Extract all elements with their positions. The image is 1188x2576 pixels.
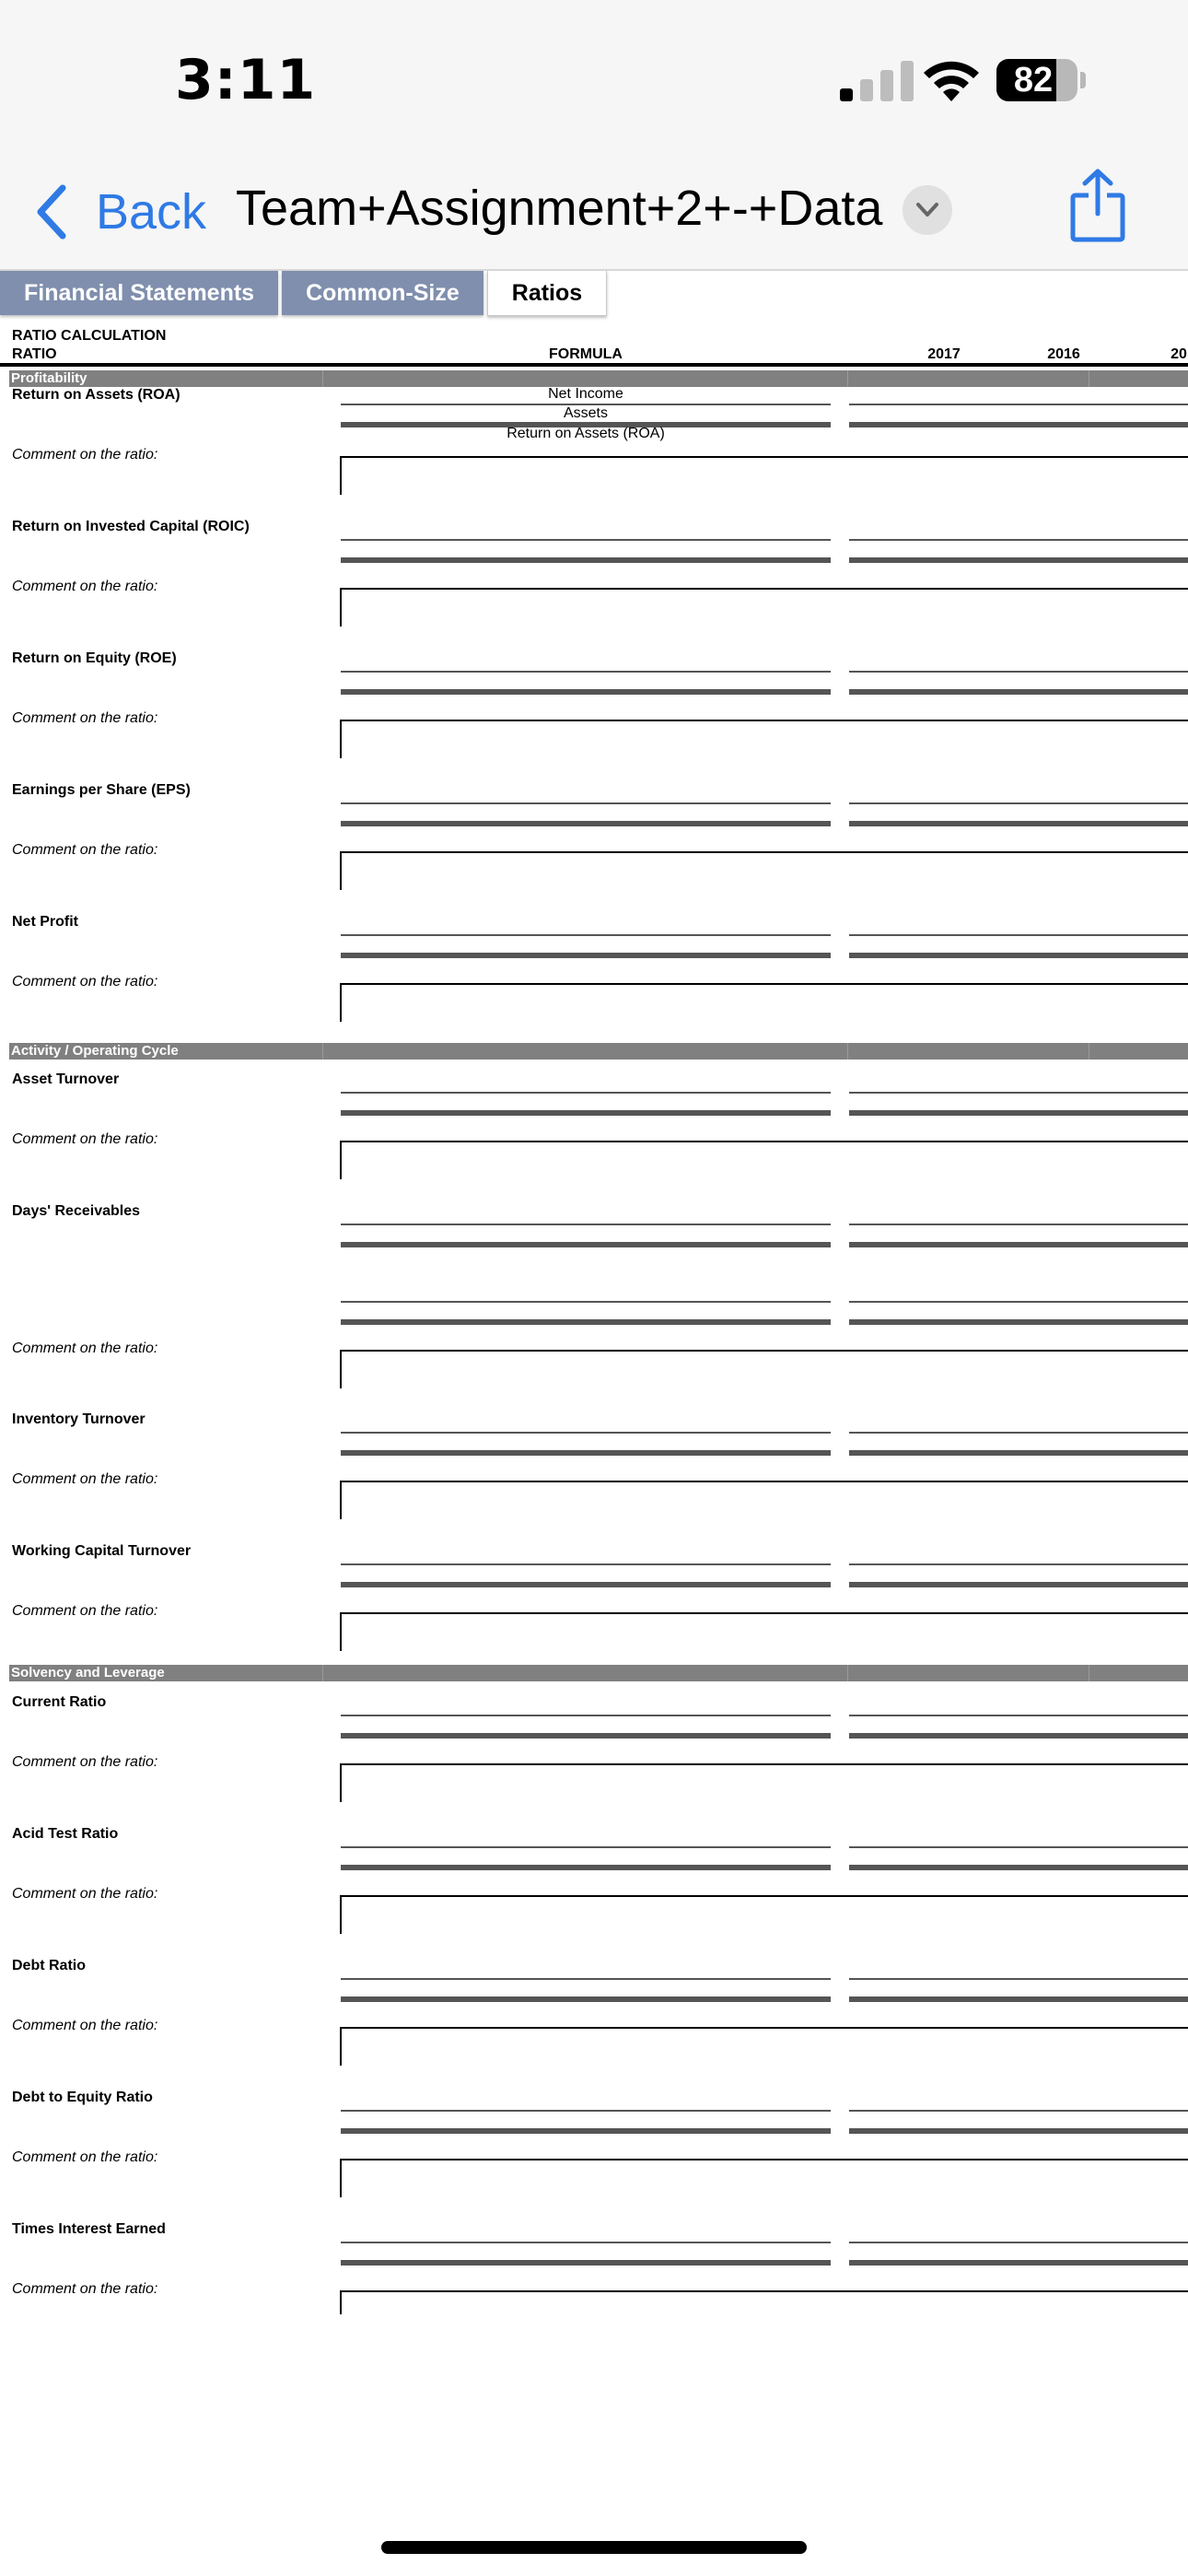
formula-result-rule bbox=[341, 1865, 831, 1870]
formula-numerator-rule bbox=[341, 1563, 831, 1565]
comment-input-days-receivables[interactable] bbox=[340, 1350, 1188, 1388]
ratio-label-debt-ratio: Debt Ratio bbox=[12, 1958, 86, 1973]
ratio-label-inventory-turnover: Inventory Turnover bbox=[12, 1411, 146, 1427]
tab-ratios[interactable]: Ratios bbox=[487, 271, 607, 316]
ratio-label-net-profit: Net Profit bbox=[12, 914, 78, 930]
value-result-rule bbox=[849, 821, 1188, 826]
comment-input-current-ratio[interactable] bbox=[340, 1763, 1188, 1802]
formula-numerator-rule bbox=[341, 2110, 831, 2112]
value-result-rule bbox=[849, 1582, 1188, 1587]
formula-result-rule bbox=[341, 1582, 831, 1587]
value-result-rule bbox=[849, 1733, 1188, 1739]
comment-input-times-interest-earned[interactable] bbox=[340, 2290, 1188, 2314]
formula-numerator-rule bbox=[341, 1092, 831, 1094]
battery-level: 82 bbox=[1013, 61, 1054, 100]
formula-result-rule bbox=[341, 1733, 831, 1739]
comment-label: Comment on the ratio: bbox=[12, 2149, 158, 2165]
comment-label: Comment on the ratio: bbox=[12, 1471, 158, 1487]
formula-numerator-rule bbox=[341, 1301, 831, 1303]
comment-input-return-on-invested-capital-roic[interactable] bbox=[340, 588, 1188, 626]
value-result-rule bbox=[849, 1319, 1188, 1325]
formula-numerator-rule bbox=[341, 1224, 831, 1225]
formula-numerator-rule bbox=[341, 671, 831, 673]
formula-result-rule bbox=[341, 1996, 831, 2002]
section-title: Profitability bbox=[11, 370, 87, 386]
band-column-divider bbox=[847, 1043, 848, 1060]
comment-input-asset-turnover[interactable] bbox=[340, 1141, 1188, 1179]
comment-input-debt-ratio[interactable] bbox=[340, 2027, 1188, 2066]
comment-label: Comment on the ratio: bbox=[12, 842, 158, 858]
section-title: Activity / Operating Cycle bbox=[11, 1043, 179, 1059]
band-column-divider bbox=[322, 1665, 323, 1681]
ratio-label-return-on-assets-roa: Return on Assets (ROA) bbox=[12, 387, 181, 403]
comment-label: Comment on the ratio: bbox=[12, 1131, 158, 1147]
value-numerator-rule bbox=[849, 1301, 1188, 1303]
value-numerator-rule bbox=[849, 1432, 1188, 1434]
comment-label: Comment on the ratio: bbox=[12, 974, 158, 989]
ratio-label-debt-to-equity-ratio: Debt to Equity Ratio bbox=[12, 2090, 153, 2105]
battery-nub bbox=[1080, 72, 1086, 88]
back-label: Back bbox=[96, 184, 207, 240]
formula-result[interactable]: Return on Assets (ROA) bbox=[507, 426, 665, 441]
formula-result-rule bbox=[341, 1450, 831, 1456]
comment-label: Comment on the ratio: bbox=[12, 447, 158, 463]
value-numerator-rule bbox=[849, 671, 1188, 673]
ratio-label-times-interest-earned: Times Interest Earned bbox=[12, 2221, 166, 2237]
tab-financial-statements[interactable]: Financial Statements bbox=[0, 271, 278, 315]
formula-numerator-rule bbox=[341, 539, 831, 541]
formula-result-rule bbox=[341, 1319, 831, 1325]
value-numerator-rule bbox=[849, 1092, 1188, 1094]
ratio-label-return-on-equity-roe: Return on Equity (ROE) bbox=[12, 650, 177, 666]
value-result-rule bbox=[849, 1996, 1188, 2002]
comment-label: Comment on the ratio: bbox=[12, 1341, 158, 1356]
value-numerator-rule bbox=[849, 2110, 1188, 2112]
band-column-divider bbox=[847, 370, 848, 387]
formula-result-rule bbox=[341, 2128, 831, 2134]
sheet-tabs bbox=[0, 271, 611, 317]
comment-input-net-profit[interactable] bbox=[340, 983, 1188, 1022]
sheet-caption: RATIO CALCULATION bbox=[12, 328, 167, 344]
ratio-sheet[interactable] bbox=[0, 324, 1188, 2314]
formula-numerator-rule bbox=[341, 802, 831, 804]
comment-input-return-on-equity-roe[interactable] bbox=[340, 720, 1188, 758]
formula-result-rule bbox=[341, 1242, 831, 1247]
formula-result-rule bbox=[341, 953, 831, 958]
back-button[interactable] bbox=[33, 175, 206, 249]
comment-label: Comment on the ratio: bbox=[12, 1886, 158, 1902]
value-numerator-rule bbox=[849, 539, 1188, 541]
home-indicator bbox=[381, 2541, 807, 2554]
value-numerator-rule bbox=[849, 1563, 1188, 1565]
value-numerator-rule bbox=[849, 934, 1188, 936]
formula-result-rule bbox=[341, 821, 831, 826]
comment-label: Comment on the ratio: bbox=[12, 2281, 158, 2297]
formula-numerator[interactable]: Net Income bbox=[548, 386, 623, 402]
chevron-down-icon bbox=[914, 199, 940, 221]
comment-input-debt-to-equity-ratio[interactable] bbox=[340, 2159, 1188, 2197]
ratio-label-asset-turnover: Asset Turnover bbox=[12, 1071, 120, 1087]
value-result-rule bbox=[849, 1242, 1188, 1247]
column-header-2017: 2017 bbox=[927, 346, 961, 362]
value-result-rule bbox=[849, 557, 1188, 563]
ratio-label-days-receivables: Days' Receivables bbox=[12, 1203, 141, 1219]
header-rule bbox=[0, 363, 1188, 367]
ratio-label-acid-test-ratio: Acid Test Ratio bbox=[12, 1826, 119, 1842]
comment-label: Comment on the ratio: bbox=[12, 710, 158, 726]
formula-numerator-rule bbox=[341, 934, 831, 936]
comment-input-working-capital-turnover[interactable] bbox=[340, 1612, 1188, 1651]
comment-input-acid-test-ratio[interactable] bbox=[340, 1895, 1188, 1934]
comment-label: Comment on the ratio: bbox=[12, 1603, 158, 1619]
cellular-signal-icon bbox=[840, 61, 923, 101]
value-numerator-rule bbox=[849, 2242, 1188, 2243]
value-numerator-rule bbox=[849, 1224, 1188, 1225]
chevron-left-icon bbox=[33, 182, 70, 241]
column-header-2016: 2016 bbox=[1047, 346, 1080, 362]
band-column-divider bbox=[322, 370, 323, 387]
section-title: Solvency and Leverage bbox=[11, 1665, 165, 1680]
ratio-label-current-ratio: Current Ratio bbox=[12, 1694, 107, 1710]
section-band-activity-operating-cycle bbox=[9, 1043, 1188, 1060]
value-numerator-rule bbox=[849, 1715, 1188, 1716]
formula-numerator-rule bbox=[341, 1432, 831, 1434]
column-header-ratio: RATIO bbox=[12, 346, 57, 362]
ratio-label-working-capital-turnover: Working Capital Turnover bbox=[12, 1543, 192, 1559]
value-result-rule bbox=[849, 953, 1188, 958]
formula-numerator-rule bbox=[341, 1978, 831, 1980]
title-options-button[interactable] bbox=[903, 185, 952, 235]
formula-denominator[interactable]: Assets bbox=[563, 405, 608, 421]
column-header-formula: FORMULA bbox=[549, 346, 623, 362]
formula-result-rule bbox=[341, 1110, 831, 1116]
share-icon[interactable] bbox=[1068, 168, 1127, 243]
wifi-icon bbox=[921, 57, 982, 103]
column-header-year-3: 20 bbox=[1171, 346, 1187, 362]
comment-input-return-on-assets-roa[interactable] bbox=[340, 456, 1188, 495]
formula-result-rule bbox=[341, 689, 831, 695]
value-numerator-rule bbox=[849, 802, 1188, 804]
battery-icon bbox=[996, 59, 1077, 101]
navigation-bar bbox=[0, 157, 1188, 271]
value-numerator-rule bbox=[849, 1846, 1188, 1848]
comment-label: Comment on the ratio: bbox=[12, 579, 158, 594]
value-result-rule bbox=[849, 1110, 1188, 1116]
formula-numerator-rule bbox=[341, 2242, 831, 2243]
comment-input-earnings-per-share-eps[interactable] bbox=[340, 851, 1188, 890]
formula-numerator-rule bbox=[341, 1846, 831, 1848]
status-bar bbox=[0, 0, 1188, 157]
value-result-rule bbox=[849, 689, 1188, 695]
value-result-rule bbox=[849, 2128, 1188, 2134]
value-result-rule bbox=[849, 1450, 1188, 1456]
value-result-rule bbox=[849, 1865, 1188, 1870]
formula-result-rule bbox=[341, 557, 831, 563]
ratio-label-return-on-invested-capital-roic: Return on Invested Capital (ROIC) bbox=[12, 519, 250, 534]
band-column-divider bbox=[322, 1043, 323, 1060]
formula-result-rule bbox=[341, 2260, 831, 2266]
value-numerator-rule bbox=[849, 404, 1188, 405]
ratio-label-earnings-per-share-eps: Earnings per Share (EPS) bbox=[12, 782, 191, 798]
section-band-profitability bbox=[9, 370, 1188, 387]
comment-input-inventory-turnover[interactable] bbox=[340, 1481, 1188, 1519]
band-column-divider bbox=[847, 1665, 848, 1681]
status-time: 3:11 bbox=[175, 48, 317, 112]
value-result-rule bbox=[849, 2260, 1188, 2266]
section-band-solvency-and-leverage bbox=[9, 1665, 1188, 1681]
tab-common-size[interactable]: Common-Size bbox=[282, 271, 483, 315]
value-result-rule bbox=[849, 422, 1188, 427]
value-numerator-rule bbox=[849, 1978, 1188, 1980]
comment-label: Comment on the ratio: bbox=[12, 2018, 158, 2033]
formula-numerator-rule bbox=[341, 1715, 831, 1716]
comment-label: Comment on the ratio: bbox=[12, 1754, 158, 1770]
document-title: Team+Assignment+2+-+Data bbox=[236, 181, 883, 236]
